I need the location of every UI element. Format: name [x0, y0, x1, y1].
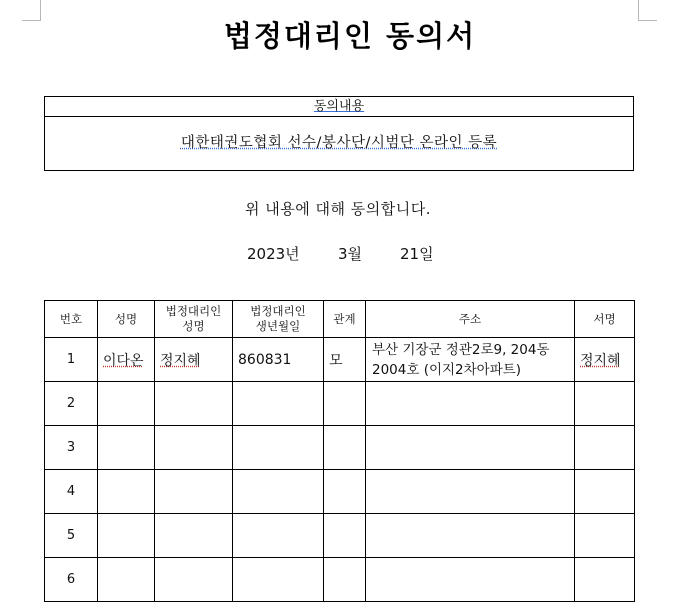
row-relation: [324, 514, 366, 558]
consent-header: [45, 97, 633, 117]
row-guardian-birth: [233, 382, 324, 426]
row-guardian-name: [155, 338, 233, 382]
header-name: 성명: [98, 301, 155, 338]
date-year: 2023년: [247, 245, 300, 263]
row-address: [366, 558, 575, 602]
row-address: [366, 514, 575, 558]
consent-header-text: 동의내용: [313, 99, 365, 114]
table-row: [45, 558, 635, 602]
row-address-line2: 2004호 (이지2차아파트): [372, 361, 522, 378]
row-guardian-name: [155, 514, 233, 558]
consent-statement: 위 내용에 대해 동의합니다.: [245, 200, 431, 218]
table-row: [45, 426, 635, 470]
row-no: 6: [45, 558, 98, 602]
consent-box: [44, 96, 634, 171]
row-guardian-birth: [233, 470, 324, 514]
row-guardian-birth: [233, 514, 324, 558]
row-signature: [575, 470, 635, 514]
row-name: [98, 470, 155, 514]
row-address: [366, 338, 575, 382]
row-guardian-name: [155, 382, 233, 426]
row-guardian-name: [155, 470, 233, 514]
table-row: [45, 382, 635, 426]
date-month: 3월: [338, 245, 363, 263]
row-guardian-birth: 860831: [233, 338, 324, 382]
header-signature: 서명: [575, 301, 635, 338]
row-relation: [324, 426, 366, 470]
row-no: 4: [45, 470, 98, 514]
header-no: 번호: [45, 301, 98, 338]
row-address: [366, 426, 575, 470]
header-guardian-name-line1: 법정대리인: [165, 304, 222, 318]
row-name: [98, 558, 155, 602]
row-guardian-name: [155, 426, 233, 470]
consent-body: [45, 117, 633, 170]
row-signature: [575, 558, 635, 602]
row-name: [98, 426, 155, 470]
table-header-row: [45, 301, 635, 338]
row-address: [366, 382, 575, 426]
row-name: [98, 382, 155, 426]
date-row: [0, 243, 700, 265]
table-row: [45, 470, 635, 514]
header-guardian-name: [155, 301, 233, 338]
row-signature: [575, 514, 635, 558]
row-address: [366, 470, 575, 514]
row-signature: [575, 426, 635, 470]
row-signature: [575, 338, 635, 382]
header-address: 주소: [366, 301, 575, 338]
row-signature: [575, 382, 635, 426]
row-guardian-birth: [233, 558, 324, 602]
row-address-line1: 부산 기장군 정관2로9, 204동: [372, 341, 550, 358]
document-title: 법정대리인 동의서: [223, 19, 477, 53]
row-name: [98, 338, 155, 382]
row-no: 2: [45, 382, 98, 426]
row-name-text: 이다온: [103, 352, 144, 369]
consent-body-text: 대한태권도협회 선수/봉사단/시범단 온라인 등록: [180, 135, 498, 151]
row-relation: 모: [324, 338, 366, 382]
header-guardian-birth-line1: 법정대리인: [250, 304, 306, 318]
row-no: 5: [45, 514, 98, 558]
header-guardian-birth: [233, 301, 324, 338]
header-relation: 관계: [324, 301, 366, 338]
header-guardian-name-line2: 성명: [182, 319, 205, 333]
row-name: [98, 514, 155, 558]
row-relation: [324, 558, 366, 602]
date-day: 21일: [400, 245, 434, 263]
row-guardian-name: [155, 558, 233, 602]
row-no: 3: [45, 426, 98, 470]
table-row: [45, 338, 635, 382]
row-no: 1: [45, 338, 98, 382]
header-guardian-birth-line2: 생년월일: [255, 319, 301, 333]
row-relation: [324, 382, 366, 426]
guardian-table: [44, 300, 635, 602]
row-signature-text: 정지혜: [580, 352, 621, 369]
row-relation: [324, 470, 366, 514]
row-guardian-name-text: 정지혜: [160, 352, 201, 369]
row-guardian-birth: [233, 426, 324, 470]
table-row: [45, 514, 635, 558]
